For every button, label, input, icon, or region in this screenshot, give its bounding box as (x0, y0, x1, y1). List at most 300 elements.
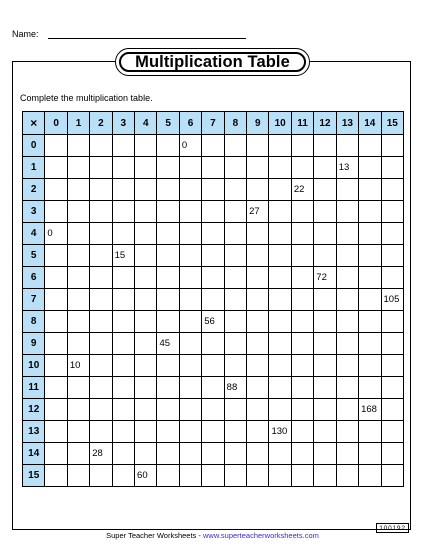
answer-cell[interactable] (359, 465, 381, 487)
answer-cell[interactable] (359, 157, 381, 179)
answer-cell[interactable] (112, 355, 134, 377)
answer-cell[interactable] (359, 135, 381, 157)
answer-cell[interactable] (269, 355, 291, 377)
table-row (23, 201, 404, 223)
answer-cell[interactable] (269, 333, 291, 355)
given-answer-cell: 45 (157, 333, 179, 355)
answer-cell[interactable] (179, 311, 201, 333)
answer-cell[interactable] (112, 289, 134, 311)
answer-cell[interactable] (67, 201, 89, 223)
answer-cell[interactable] (224, 157, 246, 179)
answer-cell[interactable] (157, 443, 179, 465)
given-answer-cell: 88 (224, 377, 246, 399)
answer-cell[interactable] (359, 355, 381, 377)
answer-cell[interactable] (269, 443, 291, 465)
answer-cell[interactable] (336, 135, 358, 157)
answer-cell[interactable] (336, 377, 358, 399)
answer-cell[interactable] (67, 289, 89, 311)
answer-cell[interactable] (381, 333, 404, 355)
answer-cell[interactable] (179, 289, 201, 311)
answer-cell[interactable] (179, 421, 201, 443)
answer-cell[interactable] (112, 443, 134, 465)
answer-cell[interactable] (157, 377, 179, 399)
worksheet-code: 100192 (376, 523, 409, 533)
answer-cell[interactable] (314, 355, 336, 377)
answer-cell[interactable] (179, 465, 201, 487)
answer-cell[interactable] (336, 443, 358, 465)
answer-cell[interactable] (247, 333, 269, 355)
answer-cell[interactable] (247, 179, 269, 201)
answer-cell[interactable] (135, 399, 157, 421)
worksheet-title: Multiplication Table (135, 52, 290, 71)
answer-cell[interactable] (381, 245, 404, 267)
answer-cell[interactable] (336, 223, 358, 245)
table-row (23, 399, 404, 421)
answer-cell[interactable] (202, 135, 224, 157)
answer-cell[interactable] (67, 465, 89, 487)
answer-cell[interactable] (314, 135, 336, 157)
answer-cell[interactable] (381, 223, 404, 245)
given-answer-cell: 72 (314, 267, 336, 289)
answer-cell[interactable] (291, 311, 313, 333)
answer-cell[interactable] (224, 223, 246, 245)
answer-cell[interactable] (381, 465, 404, 487)
answer-cell[interactable] (291, 201, 313, 223)
answer-cell[interactable] (314, 245, 336, 267)
answer-cell[interactable] (224, 201, 246, 223)
answer-cell[interactable] (314, 157, 336, 179)
answer-cell[interactable] (291, 157, 313, 179)
answer-cell[interactable] (336, 179, 358, 201)
answer-cell[interactable] (314, 289, 336, 311)
answer-cell[interactable] (45, 355, 67, 377)
column-header: 13 (336, 112, 358, 135)
answer-cell[interactable] (135, 289, 157, 311)
table-row (23, 135, 404, 157)
answer-cell[interactable] (179, 157, 201, 179)
row-header: 1 (23, 157, 45, 179)
answer-cell[interactable] (247, 421, 269, 443)
answer-cell[interactable] (157, 223, 179, 245)
given-answer-cell: 28 (90, 443, 112, 465)
answer-cell[interactable] (202, 399, 224, 421)
answer-cell[interactable] (157, 179, 179, 201)
table-row (23, 355, 404, 377)
answer-cell[interactable] (202, 245, 224, 267)
answer-cell[interactable] (247, 311, 269, 333)
answer-cell[interactable] (202, 333, 224, 355)
answer-cell[interactable] (202, 465, 224, 487)
table-row (23, 421, 404, 443)
answer-cell[interactable] (135, 311, 157, 333)
answer-cell[interactable] (67, 179, 89, 201)
table-row (23, 245, 404, 267)
footer-url-link[interactable]: www.superteacherworksheets.com (202, 531, 319, 540)
answer-cell[interactable] (202, 421, 224, 443)
answer-cell[interactable] (314, 311, 336, 333)
answer-cell[interactable] (247, 157, 269, 179)
given-answer-cell: 0 (45, 223, 67, 245)
table-row (23, 157, 404, 179)
answer-cell[interactable] (247, 289, 269, 311)
answer-cell[interactable] (135, 157, 157, 179)
answer-cell[interactable] (202, 223, 224, 245)
column-header: 0 (45, 112, 67, 135)
answer-cell[interactable] (224, 465, 246, 487)
row-header: 11 (23, 377, 45, 399)
answer-cell[interactable] (336, 333, 358, 355)
given-answer-cell: 10 (67, 355, 89, 377)
answer-cell[interactable] (112, 179, 134, 201)
row-header: 7 (23, 289, 45, 311)
answer-cell[interactable] (179, 377, 201, 399)
answer-cell[interactable] (157, 267, 179, 289)
row-header: 9 (23, 333, 45, 355)
answer-cell[interactable] (269, 267, 291, 289)
row-header: 13 (23, 421, 45, 443)
answer-cell[interactable] (112, 465, 134, 487)
answer-cell[interactable] (157, 201, 179, 223)
footer (0, 531, 425, 540)
row-header: 15 (23, 465, 45, 487)
answer-cell[interactable] (314, 333, 336, 355)
answer-cell[interactable] (269, 465, 291, 487)
answer-cell[interactable] (45, 377, 67, 399)
answer-cell[interactable] (90, 333, 112, 355)
answer-cell[interactable] (202, 179, 224, 201)
answer-cell[interactable] (45, 179, 67, 201)
answer-cell[interactable] (112, 201, 134, 223)
answer-cell[interactable] (381, 201, 404, 223)
answer-cell[interactable] (224, 443, 246, 465)
answer-cell[interactable] (67, 443, 89, 465)
answer-cell[interactable] (336, 267, 358, 289)
answer-cell[interactable] (247, 443, 269, 465)
answer-cell[interactable] (381, 267, 404, 289)
instructions-text: Complete the multiplication table. (20, 93, 153, 103)
answer-cell[interactable] (67, 399, 89, 421)
row-header: 8 (23, 311, 45, 333)
answer-cell[interactable] (112, 311, 134, 333)
answer-cell[interactable] (45, 421, 67, 443)
answer-cell[interactable] (157, 289, 179, 311)
answer-cell[interactable] (224, 399, 246, 421)
answer-cell[interactable] (135, 377, 157, 399)
answer-cell[interactable] (359, 311, 381, 333)
answer-cell[interactable] (45, 465, 67, 487)
answer-cell[interactable] (90, 399, 112, 421)
name-field-line[interactable] (48, 38, 246, 39)
answer-cell[interactable] (90, 223, 112, 245)
answer-cell[interactable] (135, 245, 157, 267)
answer-cell[interactable] (112, 135, 134, 157)
answer-cell[interactable] (179, 201, 201, 223)
column-header: 14 (359, 112, 381, 135)
answer-cell[interactable] (247, 223, 269, 245)
answer-cell[interactable] (157, 157, 179, 179)
answer-cell[interactable] (112, 399, 134, 421)
table-row (23, 443, 404, 465)
answer-cell[interactable] (135, 201, 157, 223)
answer-cell[interactable] (359, 223, 381, 245)
answer-cell[interactable] (45, 333, 67, 355)
answer-cell[interactable] (179, 223, 201, 245)
answer-cell[interactable] (291, 355, 313, 377)
answer-cell[interactable] (359, 377, 381, 399)
answer-cell[interactable] (381, 157, 404, 179)
column-header: 1 (67, 112, 89, 135)
answer-cell[interactable] (67, 267, 89, 289)
answer-cell[interactable] (179, 443, 201, 465)
answer-cell[interactable] (90, 311, 112, 333)
answer-cell[interactable] (157, 311, 179, 333)
row-header: 6 (23, 267, 45, 289)
answer-cell[interactable] (112, 333, 134, 355)
answer-cell[interactable] (336, 421, 358, 443)
answer-cell[interactable] (135, 333, 157, 355)
answer-cell[interactable] (90, 201, 112, 223)
answer-cell[interactable] (179, 399, 201, 421)
answer-cell[interactable] (314, 443, 336, 465)
table-row (23, 179, 404, 201)
answer-cell[interactable] (291, 245, 313, 267)
column-header: 15 (381, 112, 404, 135)
answer-cell[interactable] (45, 245, 67, 267)
answer-cell[interactable] (224, 135, 246, 157)
answer-cell[interactable] (336, 355, 358, 377)
answer-cell[interactable] (359, 245, 381, 267)
answer-cell[interactable] (269, 179, 291, 201)
answer-cell[interactable] (359, 421, 381, 443)
answer-cell[interactable] (45, 399, 67, 421)
answer-cell[interactable] (179, 267, 201, 289)
answer-cell[interactable] (112, 157, 134, 179)
answer-cell[interactable] (67, 223, 89, 245)
answer-cell[interactable] (135, 179, 157, 201)
answer-cell[interactable] (269, 245, 291, 267)
corner-times-symbol: × (23, 112, 45, 135)
answer-cell[interactable] (90, 421, 112, 443)
answer-cell[interactable] (135, 135, 157, 157)
answer-cell[interactable] (314, 179, 336, 201)
answer-cell[interactable] (336, 399, 358, 421)
answer-cell[interactable] (202, 267, 224, 289)
answer-cell[interactable] (157, 135, 179, 157)
answer-cell[interactable] (67, 245, 89, 267)
answer-cell[interactable] (202, 201, 224, 223)
answer-cell[interactable] (67, 377, 89, 399)
answer-cell[interactable] (112, 223, 134, 245)
answer-cell[interactable] (67, 157, 89, 179)
answer-cell[interactable] (45, 157, 67, 179)
row-header: 0 (23, 135, 45, 157)
answer-cell[interactable] (359, 179, 381, 201)
answer-cell[interactable] (247, 399, 269, 421)
answer-cell[interactable] (381, 399, 404, 421)
column-header: 8 (224, 112, 246, 135)
answer-cell[interactable] (157, 399, 179, 421)
answer-cell[interactable] (359, 443, 381, 465)
answer-cell[interactable] (381, 377, 404, 399)
answer-cell[interactable] (202, 289, 224, 311)
answer-cell[interactable] (359, 267, 381, 289)
answer-cell[interactable] (135, 421, 157, 443)
answer-cell[interactable] (269, 399, 291, 421)
answer-cell[interactable] (247, 267, 269, 289)
given-answer-cell: 0 (179, 135, 201, 157)
answer-cell[interactable] (45, 443, 67, 465)
answer-cell[interactable] (179, 355, 201, 377)
answer-cell[interactable] (381, 421, 404, 443)
table-row (23, 311, 404, 333)
answer-cell[interactable] (90, 157, 112, 179)
answer-cell[interactable] (269, 311, 291, 333)
answer-cell[interactable] (224, 267, 246, 289)
answer-cell[interactable] (314, 201, 336, 223)
answer-cell[interactable] (359, 333, 381, 355)
answer-cell[interactable] (157, 355, 179, 377)
answer-cell[interactable] (291, 421, 313, 443)
given-answer-cell: 105 (381, 289, 404, 311)
answer-cell[interactable] (135, 223, 157, 245)
answer-cell[interactable] (67, 333, 89, 355)
answer-cell[interactable] (179, 333, 201, 355)
answer-cell[interactable] (90, 377, 112, 399)
answer-cell[interactable] (90, 245, 112, 267)
given-answer-cell: 56 (202, 311, 224, 333)
answer-cell[interactable] (381, 443, 404, 465)
answer-cell[interactable] (224, 289, 246, 311)
answer-cell[interactable] (314, 465, 336, 487)
answer-cell[interactable] (179, 245, 201, 267)
answer-cell[interactable] (90, 289, 112, 311)
answer-cell[interactable] (224, 421, 246, 443)
column-header: 10 (269, 112, 291, 135)
answer-cell[interactable] (247, 355, 269, 377)
answer-cell[interactable] (336, 201, 358, 223)
column-header: 4 (135, 112, 157, 135)
given-answer-cell: 15 (112, 245, 134, 267)
multiplication-grid (22, 111, 404, 487)
answer-cell[interactable] (135, 267, 157, 289)
answer-cell[interactable] (247, 245, 269, 267)
answer-cell[interactable] (224, 311, 246, 333)
answer-cell[interactable] (90, 465, 112, 487)
row-header: 12 (23, 399, 45, 421)
answer-cell[interactable] (202, 377, 224, 399)
answer-cell[interactable] (157, 465, 179, 487)
answer-cell[interactable] (202, 157, 224, 179)
answer-cell[interactable] (90, 135, 112, 157)
answer-cell[interactable] (135, 443, 157, 465)
column-header: 11 (291, 112, 313, 135)
row-header: 4 (23, 223, 45, 245)
answer-cell[interactable] (202, 443, 224, 465)
answer-cell[interactable] (336, 465, 358, 487)
answer-cell[interactable] (224, 245, 246, 267)
answer-cell[interactable] (67, 421, 89, 443)
answer-cell[interactable] (381, 135, 404, 157)
answer-cell[interactable] (112, 377, 134, 399)
column-header: 12 (314, 112, 336, 135)
given-answer-cell: 22 (291, 179, 313, 201)
answer-cell[interactable] (336, 311, 358, 333)
answer-cell[interactable] (45, 201, 67, 223)
answer-cell[interactable] (269, 289, 291, 311)
answer-cell[interactable] (359, 201, 381, 223)
answer-cell[interactable] (179, 179, 201, 201)
column-header: 6 (179, 112, 201, 135)
column-header: 5 (157, 112, 179, 135)
answer-cell[interactable] (224, 179, 246, 201)
answer-cell[interactable] (269, 135, 291, 157)
answer-cell[interactable] (359, 289, 381, 311)
answer-cell[interactable] (45, 289, 67, 311)
answer-cell[interactable] (45, 267, 67, 289)
table-row (23, 223, 404, 245)
given-answer-cell: 130 (269, 421, 291, 443)
answer-cell[interactable] (202, 355, 224, 377)
answer-cell[interactable] (269, 157, 291, 179)
answer-cell[interactable] (112, 267, 134, 289)
answer-cell[interactable] (381, 355, 404, 377)
answer-cell[interactable] (291, 135, 313, 157)
answer-cell[interactable] (67, 311, 89, 333)
answer-cell[interactable] (269, 201, 291, 223)
answer-cell[interactable] (269, 223, 291, 245)
answer-cell[interactable] (45, 311, 67, 333)
answer-cell[interactable] (90, 179, 112, 201)
answer-cell[interactable] (291, 377, 313, 399)
answer-cell[interactable] (45, 135, 67, 157)
given-answer-cell: 27 (247, 201, 269, 223)
answer-cell[interactable] (291, 333, 313, 355)
answer-cell[interactable] (269, 377, 291, 399)
answer-cell[interactable] (291, 223, 313, 245)
answer-cell[interactable] (224, 333, 246, 355)
table-row (23, 377, 404, 399)
answer-cell[interactable] (291, 465, 313, 487)
answer-cell[interactable] (291, 443, 313, 465)
answer-cell[interactable] (336, 245, 358, 267)
answer-cell[interactable] (291, 399, 313, 421)
answer-cell[interactable] (314, 377, 336, 399)
answer-cell[interactable] (247, 135, 269, 157)
answer-cell[interactable] (157, 421, 179, 443)
answer-cell[interactable] (90, 355, 112, 377)
answer-cell[interactable] (67, 135, 89, 157)
answer-cell[interactable] (314, 223, 336, 245)
answer-cell[interactable] (381, 179, 404, 201)
answer-cell[interactable] (291, 289, 313, 311)
answer-cell[interactable] (135, 355, 157, 377)
answer-cell[interactable] (314, 399, 336, 421)
table-row (23, 267, 404, 289)
answer-cell[interactable] (90, 267, 112, 289)
table-row (23, 465, 404, 487)
answer-cell[interactable] (157, 245, 179, 267)
answer-cell[interactable] (291, 267, 313, 289)
answer-cell[interactable] (314, 421, 336, 443)
answer-cell[interactable] (112, 421, 134, 443)
answer-cell[interactable] (381, 311, 404, 333)
row-header: 3 (23, 201, 45, 223)
row-header: 10 (23, 355, 45, 377)
answer-cell[interactable] (247, 377, 269, 399)
answer-cell[interactable] (336, 289, 358, 311)
answer-cell[interactable] (224, 355, 246, 377)
answer-cell[interactable] (247, 465, 269, 487)
